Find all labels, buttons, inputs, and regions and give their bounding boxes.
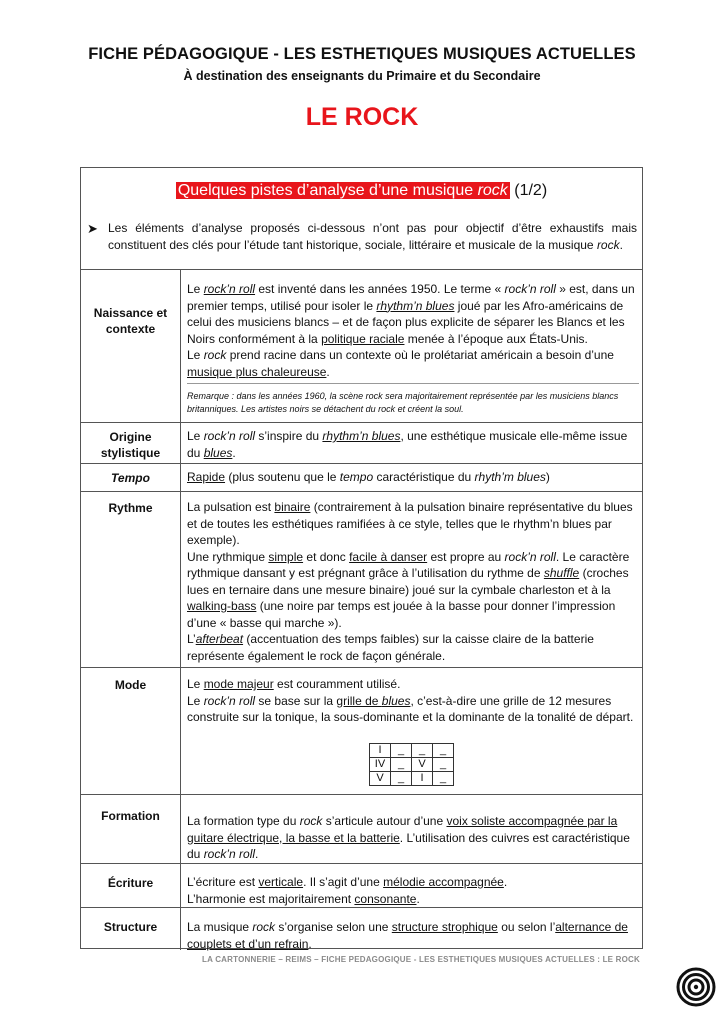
intro-end: . xyxy=(619,238,623,252)
row-content: La formation type du rock s’articule autour d’une voix soliste accompagnée par la guitare électrique, la basse et la batterie. L’utilisation des cuivres est caractéristique du rock’n roll. xyxy=(187,814,630,861)
row-label: Tempo xyxy=(111,471,150,485)
target-logo-icon xyxy=(676,967,716,1007)
row-label: Mode xyxy=(114,678,147,692)
arrow-bullet-icon: ➤ xyxy=(87,221,98,236)
genre-title: LE ROCK xyxy=(305,103,419,131)
row-label: Structure xyxy=(103,920,158,934)
row-label: Formation xyxy=(101,809,160,823)
row-content: Le mode majeur est couramment utilisé. Le rock’n roll se base sur la grille de blues, c’est-à-dire une grille de 12 mesures construite sur la tonique, la sous-dominante et la dominante de la tonalité de départ. xyxy=(187,677,634,724)
document-subtitle: À destination des enseignants du Primaire et du Secondaire xyxy=(183,69,541,83)
section-heading xyxy=(81,182,642,200)
heading-part: (1/2) xyxy=(509,182,548,199)
row-content: Le rock’n roll s’inspire du rhythm’n blues, une esthétique musicale elle-même issue du blues. xyxy=(187,429,628,460)
row-tempo xyxy=(81,463,642,491)
intro-italic: rock xyxy=(596,238,620,252)
document-title: FICHE PÉDAGOGIQUE - LES ESTHETIQUES MUSIQUES ACTUELLES xyxy=(88,45,636,63)
analysis-sheet xyxy=(80,167,643,949)
row-mode xyxy=(81,667,642,794)
row-content: La pulsation est binaire (contrairement à la pulsation binaire représentative du blues et de toutes les esthétiques ramifiées à ce style, telles que le rhythm’n blues par exemple). Une rythmique simple et donc facile à danser est propre au rock’n roll. Le caractère rythmique dansant y est prégnant grâce à l’utilisation du rythme de shuffle (croches lues en ternaire dans une mesure binaire) joué sur la cymbale charleston et à la walking-bass (une noire par temps est jouée à la basse pour donner l’impression d’une « basse qui marche »). L’afterbeat (accentuation des temps faibles) sur la caisse claire de la batterie représente également le rock de façon générale. xyxy=(187,500,633,663)
row-content: L’écriture est verticale. Il s’agit d’une mélodie accompagnée. L’harmonie est majoritairement consonante. xyxy=(187,875,508,906)
blues-grid: I _ _ _ IV _ V _ V _ I _ xyxy=(369,743,454,786)
remark-note: Remarque : dans les années 1960, la scène rock sera majoritairement représentée par les musiciens blancs britanniques. Les artistes noirs se détachent du rock et créent la soul. xyxy=(187,391,619,414)
heading-main: Quelques pistes d’analyse d’une musique xyxy=(177,182,478,199)
intro-text: Les éléments d’analyse proposés ci-dessous n’ont pas pour objectif d’être exhaustifs mais constituent des clés pour l’étude tant historique, sociale, littéraire et musicale de la musique xyxy=(108,221,637,252)
intro-paragraph xyxy=(87,220,637,254)
row-label: Rythme xyxy=(108,501,153,515)
row-structure xyxy=(81,907,642,950)
row-label: Origine stylistique xyxy=(100,430,161,460)
row-formation xyxy=(81,794,642,863)
row-origine xyxy=(81,422,642,463)
row-ecriture xyxy=(81,863,642,907)
row-content: Le rock’n roll est inventé dans les années 1950. Le terme « rock’n roll » est, dans un premier temps, utilisé pour isoler le rhythm’n blues joué par les Afro-américains de celui des musiciens blancs – et de façon plus explicite de séparer les Blancs et les Noirs conformément à la politique raciale menée à l’époque aux États-Unis. Le rock prend racine dans un contexte où le prolétariat américain a besoin d’une musique plus chaleureuse. Remarque : dans les années 1960, la scène rock sera majoritairement représentée par les musiciens blancs britanniques. Les artistes noirs se détachent du rock et créent la soul. xyxy=(187,281,639,415)
row-naissance xyxy=(81,269,642,422)
row-label: Écriture xyxy=(107,876,154,890)
page-footer: LA CARTONNERIE – REIMS – FICHE PEDAGOGIQUE - LES ESTHETIQUES MUSIQUES ACTUELLES : LE ROCK xyxy=(202,955,640,964)
row-rythme xyxy=(81,491,642,667)
heading-italic: rock xyxy=(477,182,508,199)
row-content: Rapide (plus soutenu que le tempo caractéristique du rhyth’m blues) xyxy=(187,470,550,484)
row-label: Naissance et contexte xyxy=(93,306,168,336)
row-content: La musique rock s’organise selon une structure strophique ou selon l’alternance de couplets et d’un refrain. xyxy=(187,920,628,951)
